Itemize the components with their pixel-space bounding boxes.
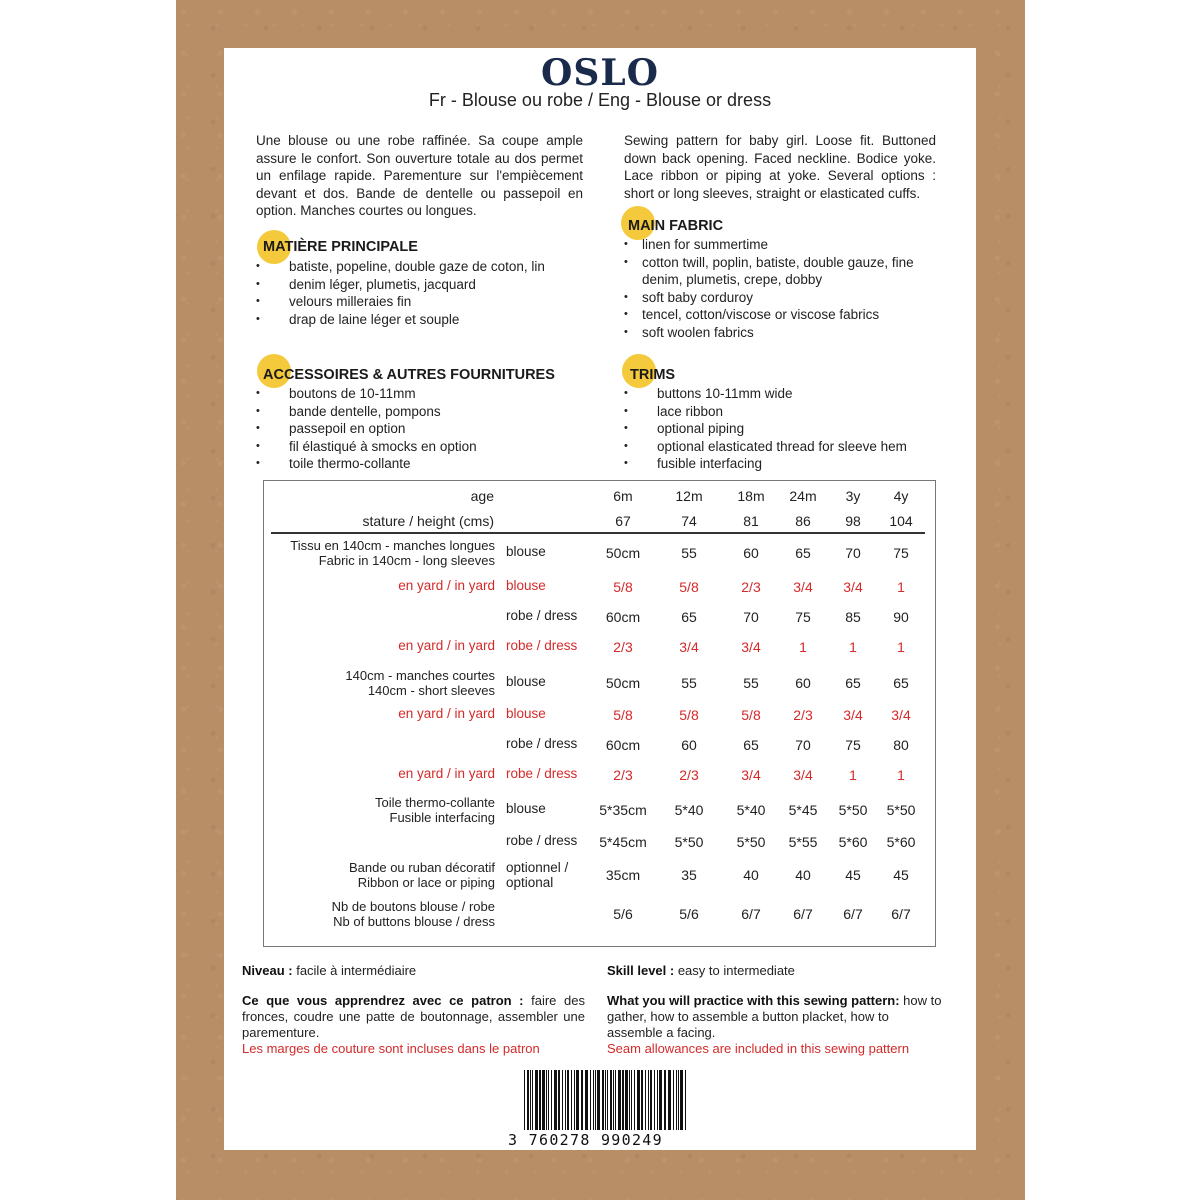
table-cell: 6/7 [741, 906, 761, 922]
skill-level-en [607, 963, 952, 979]
barcode-bar [678, 1070, 679, 1130]
table-cell: 5*60 [838, 834, 868, 850]
table-cell: 104 [889, 513, 913, 529]
barcode-bar [524, 1070, 525, 1130]
barcode-bar [657, 1070, 658, 1130]
table-row [264, 906, 937, 936]
list-item: • denim léger, plumetis, jacquard [256, 276, 586, 294]
barcode-bar [535, 1070, 538, 1130]
label-line: optionnel / [506, 860, 569, 875]
barcode-bar [593, 1070, 594, 1130]
table-cell: 35cm [605, 867, 641, 883]
learn-fr [242, 993, 585, 1057]
list-item: • toile thermo-collante [256, 455, 586, 473]
barcode-bar [625, 1070, 628, 1130]
table-cell: 74 [681, 513, 697, 529]
table-cell: 6/7 [843, 906, 863, 922]
barcode-number: 3 760278 990249 [508, 1131, 663, 1149]
label-line: 140cm - short sleeves [367, 682, 495, 698]
table-row [264, 609, 937, 639]
table-cell: 5*40 [736, 802, 766, 818]
skill-level-fr-label: Niveau : [242, 963, 293, 978]
list-item: • batiste, popeline, double gaze de coton, lin [256, 258, 586, 276]
table-cell: 40 [795, 867, 811, 883]
barcode-bar [654, 1070, 655, 1130]
table-cell: 3y [845, 488, 861, 504]
list-fr-fabric [256, 258, 586, 328]
list-item: • bande dentelle, pompons [256, 403, 586, 421]
table-cell: 1 [849, 767, 857, 783]
table-row [264, 675, 937, 705]
table-cell: 90 [893, 609, 909, 625]
table-cell: 3/4 [891, 707, 911, 723]
list-item: • tencel, cotton/viscose or viscose fabrics [624, 306, 954, 324]
table-row [264, 545, 937, 575]
label-line: Tissu en 140cm - manches longues [290, 538, 495, 553]
table-cell: 5*50 [886, 802, 916, 818]
table-row [264, 639, 937, 669]
type-label: robe / dress [506, 638, 578, 653]
type-label: blouse [506, 578, 546, 593]
barcode-bar [565, 1070, 566, 1130]
list-fr-trims [256, 385, 586, 473]
label-line: optional [506, 874, 554, 890]
list-item: • optional piping [624, 420, 954, 438]
barcode-bar [558, 1070, 560, 1130]
skill-level-fr-value: facile à intermédiaire [296, 963, 417, 978]
table-cell: 5/6 [679, 906, 699, 922]
table-cell: 6/7 [891, 906, 911, 922]
learn-fr-text: faire des fronces, coudre une patte de boutonnage, assembler une parementure. [242, 993, 585, 1040]
heading-fr-fabric: MATIÈRE PRINCIPALE [263, 239, 418, 255]
label-line: Fabric in 140cm - long sleeves [318, 552, 495, 568]
heading-fr-trims: ACCESSOIRES & AUTRES FOURNITURES [263, 367, 555, 383]
seam-allowance-en: Seam allowances are included in this sewing pattern [607, 1041, 910, 1056]
table-cell: 85 [845, 609, 861, 625]
barcode-bar [574, 1070, 575, 1130]
table-cell: 55 [681, 545, 697, 561]
list-en-trims [624, 385, 954, 473]
barcode-bar [610, 1070, 612, 1130]
barcode-bar [641, 1070, 643, 1130]
label-line: Fusible interfacing [389, 809, 495, 825]
pattern-sheet [224, 48, 976, 1150]
barcode-bar [605, 1070, 606, 1130]
barcode-bar [650, 1070, 652, 1130]
table-cell: 65 [681, 609, 697, 625]
table-cell: 18m [737, 488, 765, 504]
barcode-bar [602, 1070, 604, 1130]
table-cell: 60cm [605, 609, 641, 625]
list-item: • buttons 10-11mm wide [624, 385, 954, 403]
barcode-bar [637, 1070, 640, 1130]
barcode-bar [629, 1070, 630, 1130]
table-row [264, 707, 937, 737]
table-cell: 1 [897, 579, 905, 595]
table-cell: 70 [845, 545, 861, 561]
label-line: Nb of buttons blouse / dress [333, 913, 495, 929]
table-cell: 2/3 [793, 707, 813, 723]
table-cell: 98 [845, 513, 861, 529]
table-cell: 5/8 [741, 707, 761, 723]
barcode-bar [530, 1070, 531, 1130]
learn-en [607, 993, 942, 1057]
list-item: • velours milleraies fin [256, 293, 586, 311]
barcode-bar [615, 1070, 616, 1130]
label-line: 140cm - manches courtes [345, 668, 495, 683]
table-cell: 5*55 [788, 834, 818, 850]
barcode-bar [645, 1070, 646, 1130]
table-cell: 50cm [605, 545, 641, 561]
table-cell: 86 [795, 513, 811, 529]
table-cell: 3/4 [793, 767, 813, 783]
skill-level-en-label: Skill level : [607, 963, 675, 978]
table-cell: 5*50 [674, 834, 704, 850]
skill-level-en-value: easy to intermediate [677, 963, 795, 978]
table-row [264, 867, 937, 897]
list-item: • cotton twill, poplin, batiste, double gauze, fine denim, plumetis, crepe, dobby [624, 254, 954, 289]
list-en-fabric [624, 236, 954, 342]
table-cell: 5*35cm [599, 802, 647, 818]
table-cell: 6m [613, 488, 633, 504]
type-label: robe / dress [506, 608, 578, 623]
learn-fr-label: Ce que vous apprendrez avec ce patron : [242, 993, 524, 1008]
barcode-bar [546, 1070, 547, 1130]
barcode-bar [634, 1070, 635, 1130]
label-line: Bande ou ruban décoratif [349, 860, 495, 875]
table-cell: 3/4 [741, 639, 761, 655]
barcode-bar [618, 1070, 621, 1130]
table-cell: 65 [845, 675, 861, 691]
list-item: • linen for summertime [624, 236, 954, 254]
table-cell: 45 [893, 867, 909, 883]
barcode-bar [542, 1070, 545, 1130]
table-cell: 5/6 [613, 906, 633, 922]
learn-en-text: how to gather, how to assemble a button placket, how to assemble a facing. [607, 993, 942, 1040]
table-cell: 81 [743, 513, 759, 529]
table-cell: 65 [743, 737, 759, 753]
barcode [524, 1070, 686, 1130]
type-label: robe / dress [506, 736, 578, 751]
table-cell: 3/4 [679, 639, 699, 655]
table-cell: 70 [743, 609, 759, 625]
table-cell: 55 [681, 675, 697, 691]
barcode-bar [585, 1070, 588, 1130]
table-cell: 5/8 [613, 579, 633, 595]
table-cell: 2/3 [613, 639, 633, 655]
label-line: Nb de boutons blouse / robe [331, 899, 495, 914]
table-cell: 6/7 [793, 906, 813, 922]
barcode-bar [631, 1070, 632, 1130]
barcode-bar [554, 1070, 557, 1130]
list-item: • soft woolen fabrics [624, 324, 954, 342]
barcode-bar [567, 1070, 569, 1130]
list-item: • passepoil en option [256, 420, 586, 438]
table-cell: 1 [799, 639, 807, 655]
table-cell: 80 [893, 737, 909, 753]
barcode-bar [562, 1070, 563, 1130]
table-cell: 24m [789, 488, 817, 504]
barcode-bar [581, 1070, 583, 1130]
type-label: robe / dress [506, 833, 578, 848]
table-cell: 75 [893, 545, 909, 561]
type-label: robe / dress [506, 766, 578, 781]
height-label: stature / height (cms) [362, 513, 494, 529]
table-cell: 60 [795, 675, 811, 691]
table-cell: 2/3 [741, 579, 761, 595]
label-line: Toile thermo-collante [375, 795, 495, 810]
list-item: • drap de laine léger et souple [256, 311, 586, 329]
table-row [264, 737, 937, 767]
yard-label: en yard / in yard [398, 578, 495, 593]
table-cell: 50cm [605, 675, 641, 691]
pattern-subtitle: Fr - Blouse ou robe / Eng - Blouse or dress [428, 90, 772, 110]
list-item: • fil élastiqué à smocks en option [256, 438, 586, 456]
table-cell: 5/8 [679, 579, 699, 595]
table-cell: 5*45cm [599, 834, 647, 850]
table-cell: 2/3 [613, 767, 633, 783]
age-label: age [470, 488, 494, 504]
list-item: • boutons de 10-11mm [256, 385, 586, 403]
table-cell: 3/4 [793, 579, 813, 595]
table-cell: 75 [795, 609, 811, 625]
barcode-bar [685, 1070, 686, 1130]
barcode-bar [648, 1070, 649, 1130]
barcode-bar [680, 1070, 683, 1130]
table-cell: 2/3 [679, 767, 699, 783]
yard-label: en yard / in yard [398, 706, 495, 721]
heading-en-trims: TRIMS [630, 367, 676, 383]
barcode-bar [597, 1070, 600, 1130]
learn-en-label: What you will practice with this sewing pattern: [607, 993, 900, 1008]
barcode-bar [668, 1070, 671, 1130]
table-cell: 3/4 [741, 767, 761, 783]
table-cell: 3/4 [843, 579, 863, 595]
table-cell: 75 [845, 737, 861, 753]
barcode-bar [590, 1070, 591, 1130]
table-cell: 65 [795, 545, 811, 561]
list-item: • optional elasticated thread for sleeve hem [624, 438, 954, 456]
yardage-table [263, 480, 936, 947]
table-cell: 5*50 [736, 834, 766, 850]
barcode-bar [659, 1070, 662, 1130]
table-cell: 5*40 [674, 802, 704, 818]
table-cell: 40 [743, 867, 759, 883]
table-cell: 5/8 [679, 707, 699, 723]
barcode-bar [595, 1070, 596, 1130]
barcode-bar [532, 1070, 533, 1130]
table-cell: 60cm [605, 737, 641, 753]
barcode-bar [607, 1070, 608, 1130]
table-cell: 65 [893, 675, 909, 691]
label-line: Ribbon or lace or piping [357, 874, 495, 890]
skill-level-fr [242, 963, 587, 979]
description-fr: Une blouse ou une robe raffinée. Sa coupe ample assure le confort. Son ouverture totale au dos permet un enfilage rapide. Parementure sur l'empiècement devant et dos. Bande de dentelle ou passepoil en option. Manches courtes ou longues. [256, 133, 583, 218]
type-label: blouse [506, 674, 546, 689]
table-row [264, 767, 937, 797]
list-item: • fusible interfacing [624, 455, 954, 473]
barcode-bar [551, 1070, 552, 1130]
barcode-bar [676, 1070, 677, 1130]
barcode-bar [673, 1070, 674, 1130]
table-cell: 5*45 [788, 802, 818, 818]
barcode-bar [527, 1070, 529, 1130]
barcode-bar [613, 1070, 614, 1130]
description-en: Sewing pattern for baby girl. Loose fit. Buttoned down back opening. Faced neckline. Bodice yoke. Lace ribbon or piping at yoke. Several options : short or long sleeves, straight or elasticated cuffs. [624, 133, 936, 201]
barcode-bar [664, 1070, 666, 1130]
heading-en-fabric: MAIN FABRIC [628, 218, 724, 234]
table-cell: 55 [743, 675, 759, 691]
table-cell: 67 [615, 513, 631, 529]
table-cell: 60 [681, 737, 697, 753]
table-row [264, 802, 937, 832]
table-cell: 5*50 [838, 802, 868, 818]
table-cell: 3/4 [843, 707, 863, 723]
table-cell: 4y [893, 488, 909, 504]
table-cell: 1 [849, 639, 857, 655]
barcode-bar [622, 1070, 624, 1130]
type-label: blouse [506, 801, 546, 816]
list-item: • lace ribbon [624, 403, 954, 421]
list-item: • soft baby corduroy [624, 289, 954, 307]
table-cell: 35 [681, 867, 697, 883]
table-cell: 1 [897, 639, 905, 655]
table-cell: 5*60 [886, 834, 916, 850]
barcode-bar [539, 1070, 541, 1130]
table-cell: 5/8 [613, 707, 633, 723]
yard-label: en yard / in yard [398, 766, 495, 781]
table-cell: 12m [675, 488, 703, 504]
pattern-title: OSLO [540, 52, 660, 94]
table-cell: 1 [897, 767, 905, 783]
type-label: blouse [506, 544, 546, 559]
table-cell: 70 [795, 737, 811, 753]
table-divider [271, 532, 925, 534]
barcode-bar [576, 1070, 579, 1130]
table-row [264, 579, 937, 609]
yard-label: en yard / in yard [398, 638, 495, 653]
barcode-bar [571, 1070, 572, 1130]
table-cell: 60 [743, 545, 759, 561]
table-cell: 45 [845, 867, 861, 883]
barcode-bar [548, 1070, 549, 1130]
type-label: blouse [506, 706, 546, 721]
seam-allowance-fr: Les marges de couture sont incluses dans le patron [242, 1041, 540, 1056]
